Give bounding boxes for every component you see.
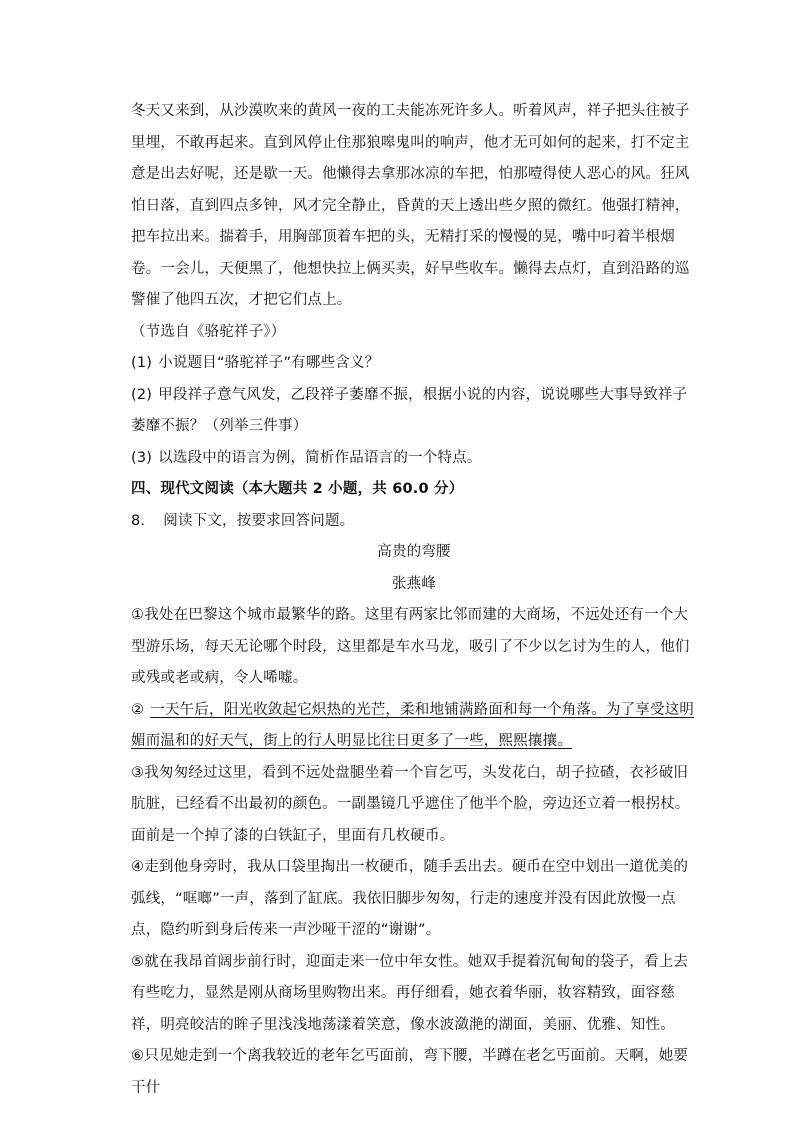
- article-author: 张燕峰: [391, 575, 437, 592]
- section-heading: 四、现代文阅读（本大题共 2 小题，共 60.0 分）: [131, 481, 464, 497]
- instruction-text: 阅读下文，按要求回答问题。: [163, 512, 355, 529]
- article-paragraph-6: ⑥只见她走到一个离我较近的老年乞丐面前，弯下腰，半蹲在老乞丐面前。天啊，她要干什: [131, 1048, 689, 1096]
- item-number: 8.: [131, 512, 146, 529]
- excerpt-source: （节选自《骆驼祥子》）: [131, 323, 286, 340]
- question-number: (2): [131, 386, 153, 403]
- underlined-sentence: 一天午后，阳光收敛起它炽热的光芒，柔和地铺满路面和每一个角落。为了享受这明媚而温和的好天气，街上的行人明显比往日更多了一些，熙熙攘攘。: [131, 701, 695, 749]
- question-1: [131, 348, 697, 380]
- question-text: 甲段祥子意气风发，乙段祥子萎靡不振，根据小说的内容，说说哪些大事导致祥子萎靡不振？（列举三件事）: [131, 386, 688, 434]
- question-text: 以选段中的语言为例，简析作品语言的一个特点。: [158, 449, 482, 466]
- excerpt-paragraph: 冬天又来到，从沙漠吹来的黄风一夜的工夫能冻死许多人。听着风声，祥子把头往被子里埋，不敢再起来。直到风停止住那狼嗥鬼叫的响声，他才无可如何的起来，打不定主意是出去好呢，还是歇一天。他懒得去拿那冰凉的车把，怕那噎得使人恶心的风。狂风怕日落，直到四点多钟，风才完全静止，昏黄的天上透出些夕照的微红。他强打精神，把车拉出来。揣着手，用胸部顶着车把的头，无精打采的慢慢的晃，嘴中叼着半根烟卷。一会儿，天便黑了，他想快拉上俩买卖，好早些收车。懒得去点灯，直到沿路的巡警催了他四五次，才把它们点上。: [131, 103, 690, 308]
- article-paragraph-4: ④走到他身旁时，我从口袋里掏出一枚硬币，随手丢出去。硬币在空中划出一道优美的弧线，“哐啷”一声，落到了缸底。我依旧脚步匆匆，行走的速度并没有因此放慢一点点，隐约听到身后传来一声沙哑干涩的“谢谢”。: [131, 859, 689, 938]
- article-paragraph-3: ③我匆匆经过这里，看到不远处盘腿坐着一个盲乞丐，头发花白，胡子拉碴，衣衫破旧肮脏，已经看不出最初的颜色。一副墨镜几乎遮住了他半个脸，旁边还立着一根拐杖。面前是一个掉了漆的白铁缸子，里面有几枚硬币。: [131, 764, 690, 844]
- article-paragraph-5: ⑤就在我昂首阔步前行时，迎面走来一位中年女性。她双手提着沉甸甸的袋子，看上去有些吃力，显然是刚从商场里购物出来。再仔细看，她衣着华丽，妆容精致，面容慈祥，明亮皎洁的眸子里浅浅地荡漾着笑意，像水波潋滟的湖面，美丽、优雅、知性。: [131, 953, 689, 1033]
- question-2: [131, 380, 697, 443]
- article-title: 高贵的弯腰: [377, 544, 451, 560]
- question-text: 小说题目“骆驼祥子”有哪些含义？: [158, 355, 380, 371]
- paragraph-marker: ②: [131, 701, 145, 718]
- article-paragraph-2: [131, 695, 697, 758]
- question-3: [131, 443, 697, 475]
- item-8-instruction: [131, 506, 697, 538]
- question-number: (1): [131, 355, 153, 371]
- question-number: (3): [131, 449, 153, 466]
- document-content: [131, 96, 697, 1104]
- article-paragraph-1: ①我处在巴黎这个城市最繁华的路。这里有两家比邻而建的大商场，不远处还有一个大型游乐场，每天无论哪个时段，这里都是车水马龙，吸引了不少以乞讨为生的人，他们或残或老或病，令人唏嘘。: [131, 607, 690, 686]
